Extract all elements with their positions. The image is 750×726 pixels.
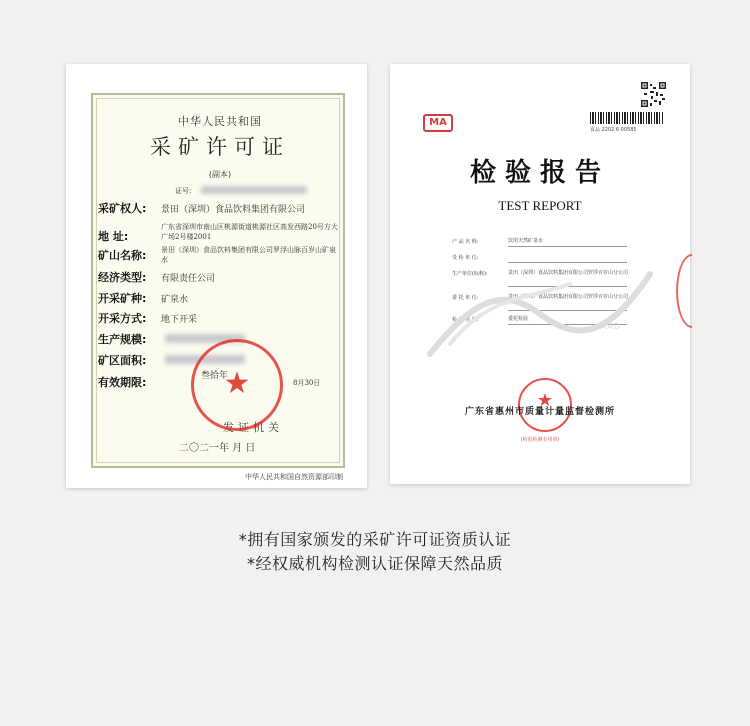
license-official-seal xyxy=(191,339,283,431)
license-issuer: 发证机关 xyxy=(223,421,283,434)
license-field-value: 景田（深圳）食品饮料集团有限公司 xyxy=(161,205,306,215)
report-row-label: 产 品 名 称: xyxy=(452,239,479,245)
report-row-value: 饮用天然矿泉水 xyxy=(508,238,544,244)
license-field-label: 经济类型: xyxy=(98,271,147,284)
license-cert-no-label: 证号: xyxy=(175,187,192,195)
caption-line: *经权威机构检测认证保障天然品质 xyxy=(246,554,503,573)
report-row-label: 生产单位(标称): xyxy=(452,271,488,277)
license-field-value: 有限责任公司 xyxy=(161,274,216,284)
report-edge-seal xyxy=(676,254,708,328)
barcode-number: 食品 2202·6·00585 xyxy=(590,127,637,133)
report-row-label: 受 检 单 位: xyxy=(452,255,479,261)
cert-no-redacted xyxy=(201,186,307,194)
license-field-label: 有效期限: xyxy=(98,376,147,389)
report-seal-text: (检验检测专用章) xyxy=(520,437,560,443)
license-field-value: 景田（深圳）食品饮料集团有限公司罗浮山脉百岁山矿泉水 xyxy=(161,246,336,264)
license-footer: 中华人民共和国自然资源部印制 xyxy=(245,473,343,481)
license-frame xyxy=(91,93,345,468)
report-row-label: 委 托 单 位: xyxy=(452,295,479,301)
report-lab-name: 广东省惠州市质量计量监督检测所 xyxy=(464,407,615,417)
caption-line: *拥有国家颁发的采矿许可证资质认证 xyxy=(238,530,512,549)
license-subtitle: (副本) xyxy=(208,170,232,179)
production-scale-redacted xyxy=(165,334,245,343)
license-field-label: 生产规模: xyxy=(98,333,147,346)
seal-star-icon: ★ xyxy=(223,366,251,401)
mining-license-document xyxy=(66,64,367,488)
cma-logo: MA xyxy=(423,114,453,132)
license-issue-date: 二〇二一年 月 日 xyxy=(179,443,256,454)
license-field-value: 矿泉水 xyxy=(161,295,189,305)
signature-watermark xyxy=(420,264,660,364)
test-report-document xyxy=(390,64,690,484)
license-title: 采矿许可证 xyxy=(150,135,290,159)
report-row-value: 景田（深圳）食品饮料集团有限公司罗浮百岁山分公司 xyxy=(508,294,629,300)
license-field-label: 采矿权人: xyxy=(98,202,147,215)
license-field-label: 地 址: xyxy=(98,230,129,243)
license-country: 中华人民共和国 xyxy=(178,115,262,128)
seal-star-icon: ★ xyxy=(536,390,554,411)
qr-code-icon xyxy=(641,82,666,107)
mining-area-redacted xyxy=(165,355,245,364)
barcode xyxy=(590,112,664,124)
report-title-en: TEST REPORT xyxy=(498,198,582,213)
license-field-label: 开采矿种: xyxy=(98,292,147,305)
license-field-label: 矿区面积: xyxy=(98,354,147,367)
report-row-value: 委托检验 xyxy=(508,316,529,322)
license-field-value: 广东省深圳市南山区桃源街道桃源社区高发西路20号方大广场2号楼2001 xyxy=(161,223,338,241)
report-watermark-text: IMAD xyxy=(596,322,621,331)
report-row-value: 景田（深圳）食品饮料集团有限公司罗浮百岁山分公司 xyxy=(508,270,629,276)
license-field-value: 地下开采 xyxy=(161,315,198,325)
license-field-label: 矿山名称: xyxy=(98,249,147,262)
report-title: 检验报告 xyxy=(469,158,610,188)
license-date-partial: 8月30日 xyxy=(293,379,321,387)
license-field-label: 开采方式: xyxy=(98,312,147,325)
report-row-label: 检 验 类 别: xyxy=(452,317,479,323)
license-validity-value: 叁拾年 xyxy=(201,371,229,381)
